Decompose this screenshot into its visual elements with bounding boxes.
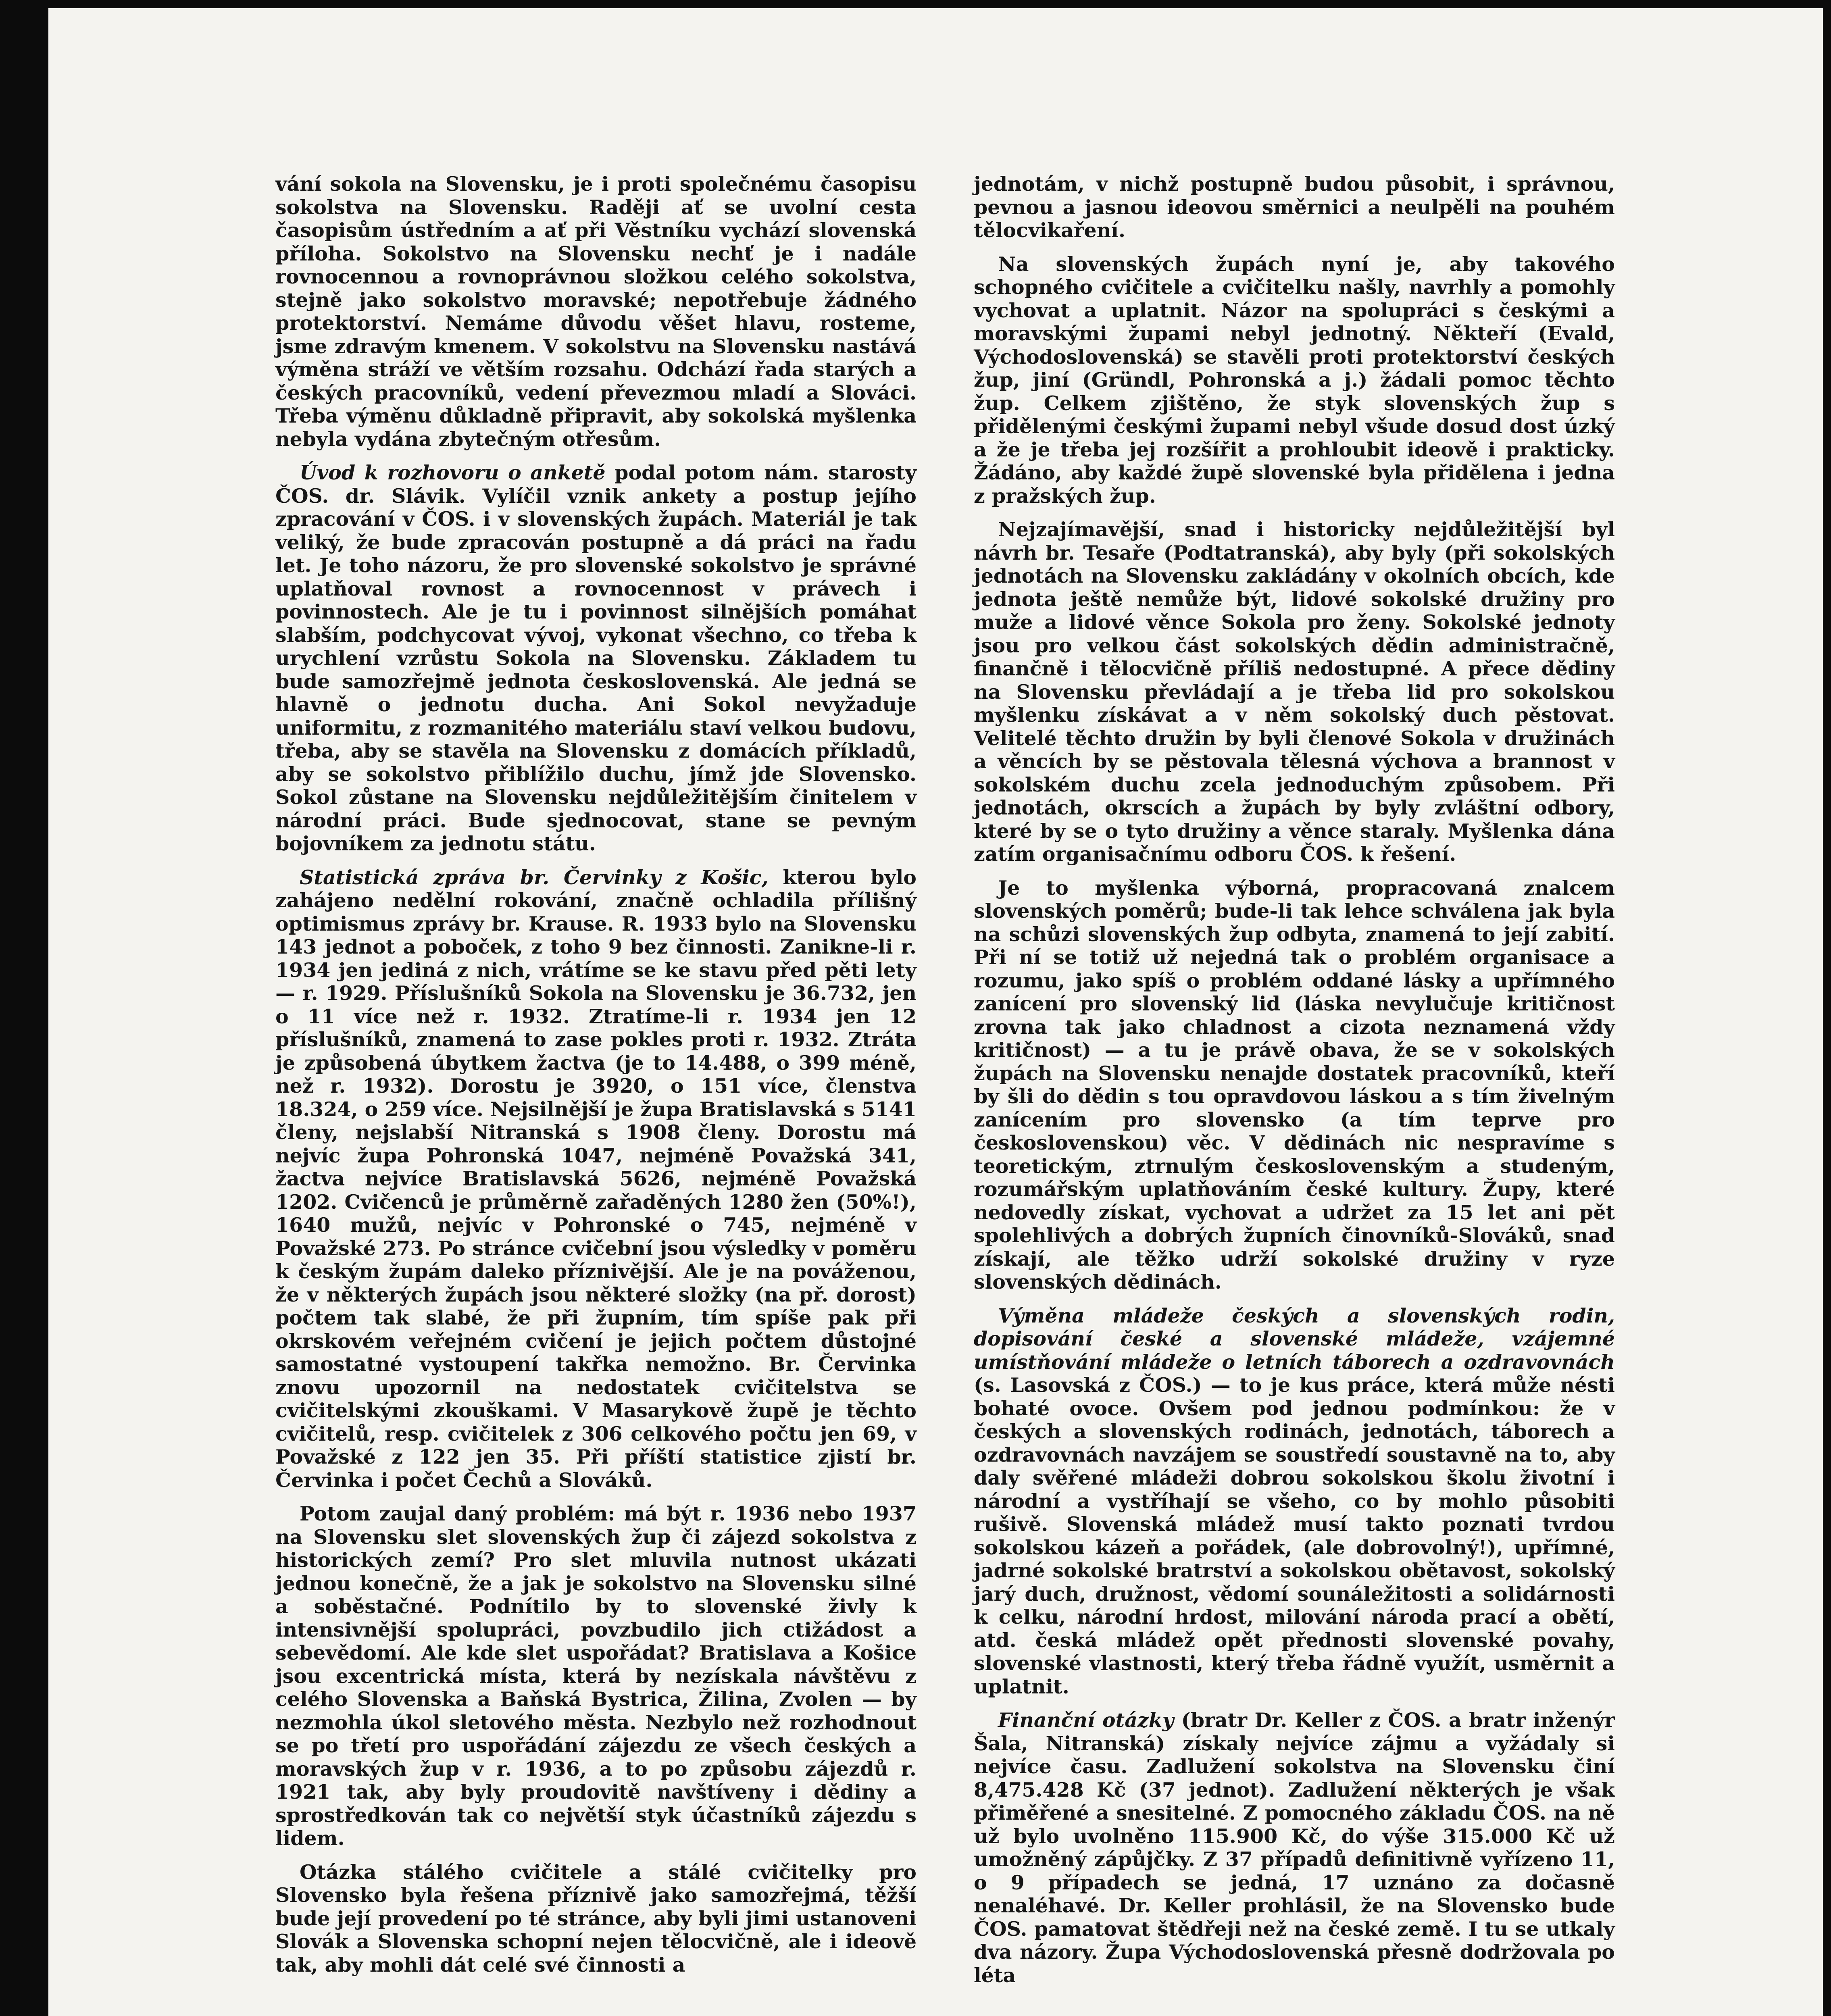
paragraph: Úvod k rozhovoru o anketě podal potom nám. starosty ČOS. dr. Slávik. Vylíčil vznik ankety a postup jejího zpracování v ČOS. i v slovenských župách. Materiál je tak veliký, že bude zpracován postupně a dá práci na řadu let. Je toho názoru, že pro slovenské sokolstvo je správné uplatňoval rovnost a rovnocennost v právech i povinnostech. Ale je tu i povinnost silnějších pomáhat slabším, podchycovat vývoj, vykonat všechno, co třeba k urychlení vzrůstu Sokola na Slovensku. Základem tu bude samozřejmě jednota československá. Ale jedná se hlavně o jednotu ducha. Ani Sokol nevyžaduje uniformitu, z rozmanitého materiálu staví velkou budovu, třeba, aby se stavěla na Slovensku z domácích příkladů, aby se sokolstvo přiblížilo duchu, jímž jde Slovensko. Sokol zůstane na Slovensku nejdůležitějším činitelem v národní práci. Bude sjednocovat, stane se pevným bojovníkem za jednotu státu.: [275, 461, 917, 855]
paragraph: Otázka stálého cvičitele a stálé cvičitelky pro Slovensko byla řešena příznivě jako samozřejmá, těžší bude její provedení po té stránce, aby byli jimi ustanoveni Slovák a Slovenska schopní nejen tělocvičně, ale i ideově tak, aby mohli dát celé své činnosti a: [275, 1860, 917, 1976]
paragraph: Statistická zpráva br. Červinky z Košic, kterou bylo zahájeno nedělní rokování, značně ochladila přílišný optimismus zprávy br. Krause. R. 1933 bylo na Slovensku 143 jednot a poboček, z toho 9 bez činnosti. Zanikne-li r. 1934 jen jediná z nich, vrátíme se ke stavu před pěti lety — r. 1929. Příslušníků Sokola na Slovensku je 36.732, jen o 11 více než r. 1932. Ztratíme-li r. 1934 jen 12 příslušníků, znamená to zase pokles proti r. 1932. Ztráta je způsobená úbytkem žactva (je to 14.488, o 399 méně, než r. 1932). Dorostu je 3920, o 151 více, členstva 18.324, o 259 více. Nejsilnější je župa Bratislavská s 5141 členy, nejslabší Nitranská s 1908 členy. Dorostu má nejvíc župa Pohronská 1047, nejméně Považská 341, žactva nejvíce Bratislavská 5626, nejméně Považská 1202. Cvičenců je průměrně zařaděných 1280 žen (50%!), 1640 mužů, nejvíc v Pohronské o 745, nejméně v Považské 273. Po stránce cvičební jsou výsledky v poměru k českým župám daleko příznivější. Ale je na pováženou, že v některých župách jsou některé složky (na př. dorost) počtem tak slabé, že při župním, tím spíše pak při okrskovém veřejném cvičení je jejich počtem důstojné samostatné vystoupení takřka nemožno. Br. Červinka znovu upozornil na nedostatek cvičitelstva se cvičitelskými zkouškami. V Masarykově župě je těchto cvičitelů, resp. cvičitelek z 306 celkového počtu jen 69, v Považské z 122 jen 35. Při příští statistice zjistí br. Červinka i počet Čechů a Slováků.: [275, 865, 917, 1492]
paragraph-lead: Finanční otázky: [998, 1708, 1174, 1732]
paragraph-lead: Výměna mládeže českých a slovenských rodin, dopisování české a slovenské mládeže, vzájemné umístňování mládeže o letních táborech a ozdravovnách: [974, 1304, 1615, 1374]
paragraph: Na slovenských župách nyní je, aby takového schopného cvičitele a cvičitelku našly, navrhly a pomohly vychovat a uplatnit. Názor na spolupráci s českými a moravskými župami nebyl jednotný. Někteří (Evald, Východoslovenská) se stavěli proti protektorství českých žup, jiní (Gründl, Pohronská a j.) žádali pomoc těchto žup. Celkem zjištěno, že styk slovenských žup s přidělenými českými župami nebyl všude dosud dost úzký a že je třeba jej rozšířit a prohloubit ideově i prakticky. Žádáno, aby každé župě slovenské byla přidělena i jedna z pražských žup.: [974, 252, 1615, 508]
paragraph-lead: Statistická zpráva br. Červinky z Košic,: [300, 865, 769, 889]
left-column: [275, 173, 917, 1987]
paragraph: jednotám, v nichž postupně budou působit, i správnou, pevnou a jasnou ideovou směrnici a neulpěli na pouhém tělocvikaření.: [974, 172, 1615, 242]
paragraph: Potom zaujal daný problém: má být r. 1936 nebo 1937 na Slovensku slet slovenských žup či zájezd sokolstva z historických zemí? Pro slet mluvila nutnost ukázati jednou konečně, že a jak je sokolstvo na Slovensku silné a soběstačné. Podnítilo by to slovenské živly k intensivnější spolupráci, povzbudilo jich ctižádost a sebevědomí. Ale kde slet uspořádat? Bratislava a Košice jsou excentrická místa, která by nezískala návštěvu z celého Slovenska a Baňská Bystrica, Žilina, Zvolen — by nezmohla úkol sletového města. Nezbylo než rozhodnout se po třetí pro uspořádání zájezdu ze všech českých a moravských žup v r. 1936, a to po způsobu zájezdů r. 1921 tak, aby byly proudovitě navštíveny i dědiny a sprostředkován tak co největší styk účastníků zájezdu s lidem.: [275, 1502, 917, 1850]
paragraph: Finanční otázky (bratr Dr. Keller z ČOS. a bratr inženýr Šala, Nitranská) získaly nejvíce zájmu a vyžádaly si nejvíce času. Zadlužení sokolstva na Slovensku činí 8,475.428 Kč (37 jednot). Zadlužení některých je však přiměřené a snesitelné. Z pomocného základu ČOS. na ně už bylo uvolněno 115.900 Kč, do výše 315.000 Kč už umožněný zápůjčky. Z 37 případů definitivně vyřízeno 11, o 9 případech se jedná, 17 uznáno za dočasně nenaléhavé. Dr. Keller prohlásil, že na Slovensko bude ČOS. pamatovat štědřeji než na české země. I tu se utkaly dva názory. Župa Východoslovenská přesně dodržovala po léta: [974, 1708, 1615, 1987]
paragraph: vání sokola na Slovensku, je i proti společnému časopisu sokolstva na Slovensku. Raději ať se uvolní cesta časopisům ústředním a ať při Věstníku vychází slovenská příloha. Sokolstvo na Slovensku nechť je i nadále rovnocennou a rovnoprávnou složkou celého sokolstva, stejně jako sokolstvo moravské; nepotřebuje žádného protektorství. Nemáme důvodu věšet hlavu, rosteme, jsme zdravým kmenem. V sokolstvu na Slovensku nastává výměna stráží ve větším rozsahu. Odchází řada starých a českých pracovníků, vedení převezmou mladí a Slováci. Třeba výměnu důkladně připravit, aby sokolská myšlenka nebyla vydána zbytečným otřesům.: [275, 172, 917, 451]
paragraph: Výměna mládeže českých a slovenských rodin, dopisování české a slovenské mládeže, vzájemné umístňování mládeže o letních táborech a ozdravovnách (s. Lasovská z ČOS.) — to je kus práce, která může nésti bohaté ovoce. Ovšem pod jednou podmínkou: že v českých a slovenských rodinách, jednotách, táborech a ozdravovnách navzájem se soustředí soustavně na to, aby daly svěřené mládeži dobrou sokolskou školu životní i národní a vystříhají se všeho, co by mohlo působiti rušivě. Slovenská mládež musí takto poznati tvrdou sokolskou kázeň a pořádek, (ale dobrovolný!), upřímné, jadrné sokolské bratrství a sokolskou obětavost, sokolský jarý duch, družnost, vědomí sounáležitosti a solidárnosti k celku, národní hrdost, milování národa prací a obětí, atd. česká mládež opět přednosti slovenské povahy, slovenské vlastnosti, který třeba řádně využít, usměrnit a uplatnit.: [974, 1304, 1615, 1698]
right-column: [974, 173, 1615, 1997]
paragraph-lead: Úvod k rozhovoru o anketě: [300, 461, 606, 484]
paragraph: Je to myšlenka výborná, propracovaná znalcem slovenských poměrů; bude-li tak lehce schválena jak byla na schůzi slovenských žup odbyta, znamená to její zabití. Při ní se totiž už nejedná tak o problém organisace a rozumu, jako spíš o problém oddané lásky a upřímného zanícení pro slovenský lid (láska nevylučuje kritičnost zrovna tak jako chladnost a cizota neznamená vždy kritičnost) — a tu je právě obava, že se v sokolských župách na Slovensku nenajde dostatek pracovníků, kteří by šli do dědin s tou opravdovou láskou a s tím živelným zanícením pro slovensko (a tím teprve pro československou) věc. V dědinách nic nespravíme s teoretickým, ztrnulým československým a studeným, rozumářským uplatňováním české kultury. Župy, které nedovedly získat, vychovat a udržet za 15 let ani pět spolehlivých a dobrých župních činovníků-Slováků, snad získají, ale těžko udrží sokolské družiny v ryze slovenských dědinách.: [974, 876, 1615, 1293]
paragraph: Nejzajímavější, snad i historicky nejdůležitější byl návrh br. Tesaře (Podtatranská), aby byly (při sokolských jednotách na Slovensku zakládány v okolních obcích, kde jednota ještě nemůže být, lidové sokolské družiny pro muže a lidové věnce Sokola pro ženy. Sokolské jednoty jsou pro velkou část sokolských dědin administračně, finančně i tělocvičně příliš nedostupné. A přece dědiny na Slovensku převládají a je třeba lid pro sokolskou myšlenku získávat a v něm sokolský duch pěstovat. Velitelé těchto družin by byli členové Sokola v družinách a věncích by se pěstovala tělesná výchova a brannost v sokolském duchu zcela jednoduchým způsobem. Při jednotách, okrscích a župách by byly zvláštní odbory, které by se o tyto družiny a věnce staraly. Myšlenka dána zatím organisačnímu odboru ČOS. k řešení.: [974, 518, 1615, 866]
